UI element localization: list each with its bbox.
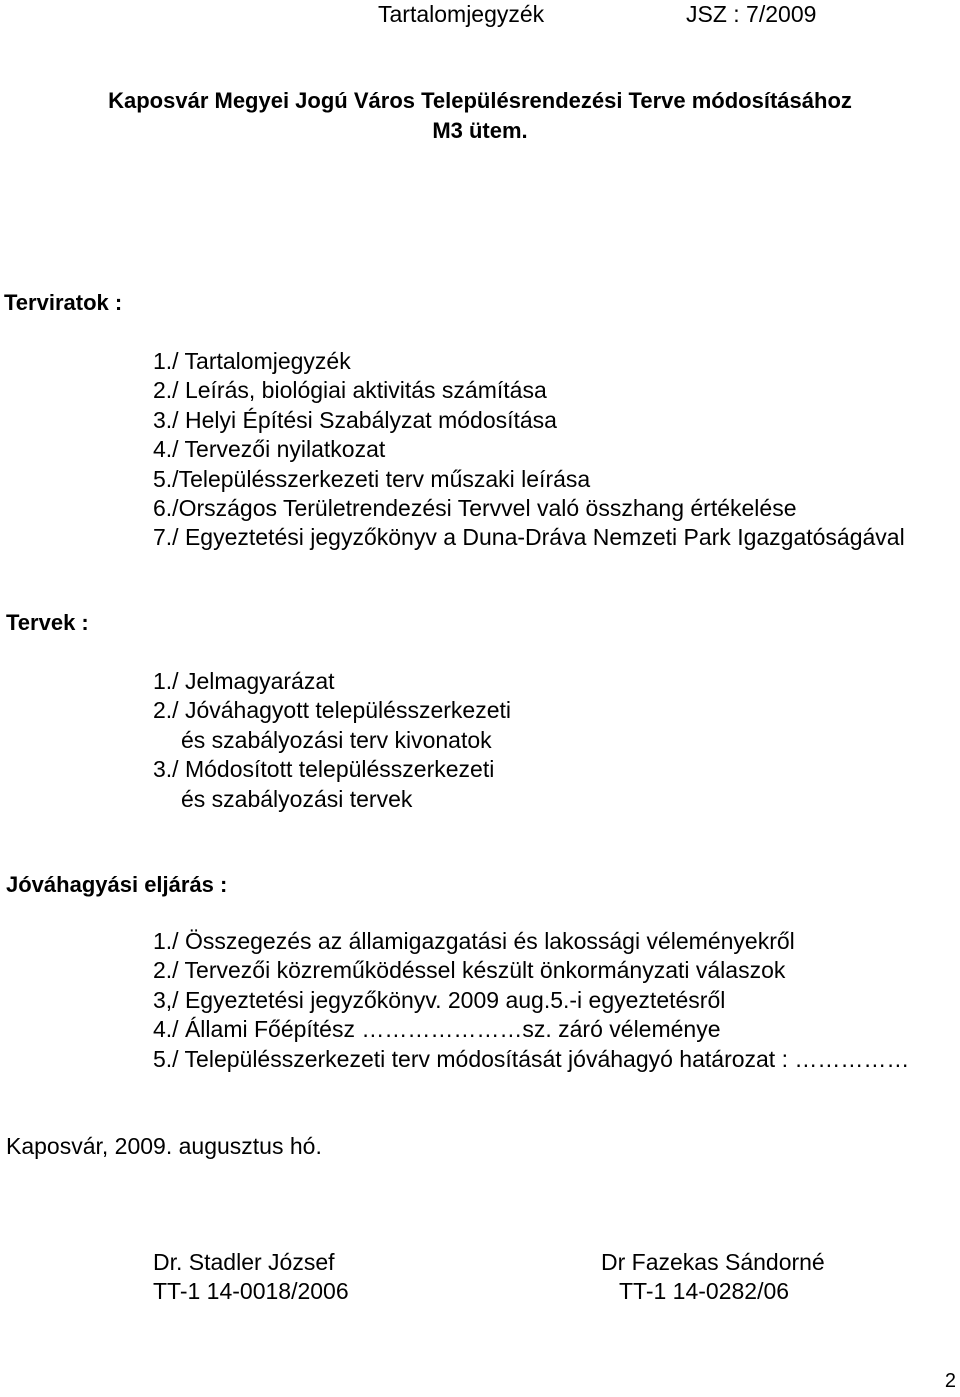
- list-item: [153, 696, 511, 755]
- list-item: [153, 755, 511, 814]
- section-heading-terviratok: Terviratok :: [4, 290, 123, 315]
- list-item: 2./ Leírás, biológiai aktivitás számítása: [153, 377, 547, 404]
- document-title-line2: M3 ütem.: [432, 118, 528, 143]
- list-item: 1./ Összegezés az államigazgatási és lakossági véleményekről: [153, 928, 795, 954]
- section-heading-jovahagyasi-eljaras: Jóváhagyási eljárás :: [6, 872, 228, 897]
- header-doc-code: JSZ : 7/2009: [686, 1, 817, 27]
- list-item-continuation: és szabályozási terv kivonatok: [181, 726, 492, 753]
- list-item-continuation: és szabályozási tervek: [181, 785, 413, 812]
- header-doc-title: Tartalomjegyzék: [378, 1, 545, 27]
- page-number: 2: [944, 1370, 956, 1392]
- list-item: 3,/ Egyeztetési jegyzőkönyv. 2009 aug.5.-i egyeztetésről: [153, 986, 726, 1013]
- signatory-id-2: TT-1 14-0282/06: [619, 1278, 790, 1304]
- list-item: 6./Országos Területrendezési Tervvel való összhang értékelése: [153, 495, 797, 522]
- list-tervek: [153, 667, 511, 814]
- list-item: 4./ Állami Főépítész …………………sz. záró véleménye: [153, 1016, 721, 1043]
- list-item: 5./ Településszerkezeti terv módosítását jóváhagyó határozat : ……………: [153, 1045, 910, 1072]
- list-item: [153, 667, 511, 696]
- list-item: 7./ Egyeztetési jegyzőkönyv a Duna-Dráva Nemzeti Park Igazgatóságával: [153, 524, 905, 551]
- document-title-line1: Kaposvár Megyei Jogú Város Településrendezési Terve módosításához: [108, 88, 852, 113]
- list-item: 1./ Tartalomjegyzék: [153, 348, 351, 374]
- list-terviratok: [153, 347, 905, 553]
- signatory-name-1: Dr. Stadler József: [153, 1249, 335, 1275]
- section-heading-tervek: Tervek :: [6, 610, 89, 635]
- list-item-line: 2./ Jóváhagyott településszerkezeti: [153, 697, 511, 724]
- list-item: 3./ Helyi Építési Szabályzat módosítása: [153, 406, 557, 433]
- list-item-line: 1./ Jelmagyarázat: [153, 668, 335, 694]
- signatory-id-1: TT-1 14-0018/2006: [153, 1278, 349, 1304]
- list-jovahagyasi-eljaras: [153, 927, 909, 1074]
- list-item: 4./ Tervezői nyilatkozat: [153, 436, 386, 463]
- list-item: 5./Településszerkezeti terv műszaki leírása: [153, 465, 591, 492]
- signatory-name-2: Dr Fazekas Sándorné: [601, 1249, 825, 1275]
- list-item: 2./ Tervezői közreműködéssel készült önkormányzati válaszok: [153, 957, 786, 984]
- place-date: Kaposvár, 2009. augusztus hó.: [6, 1133, 322, 1159]
- list-item-line: 3./ Módosított településszerkezeti: [153, 756, 495, 783]
